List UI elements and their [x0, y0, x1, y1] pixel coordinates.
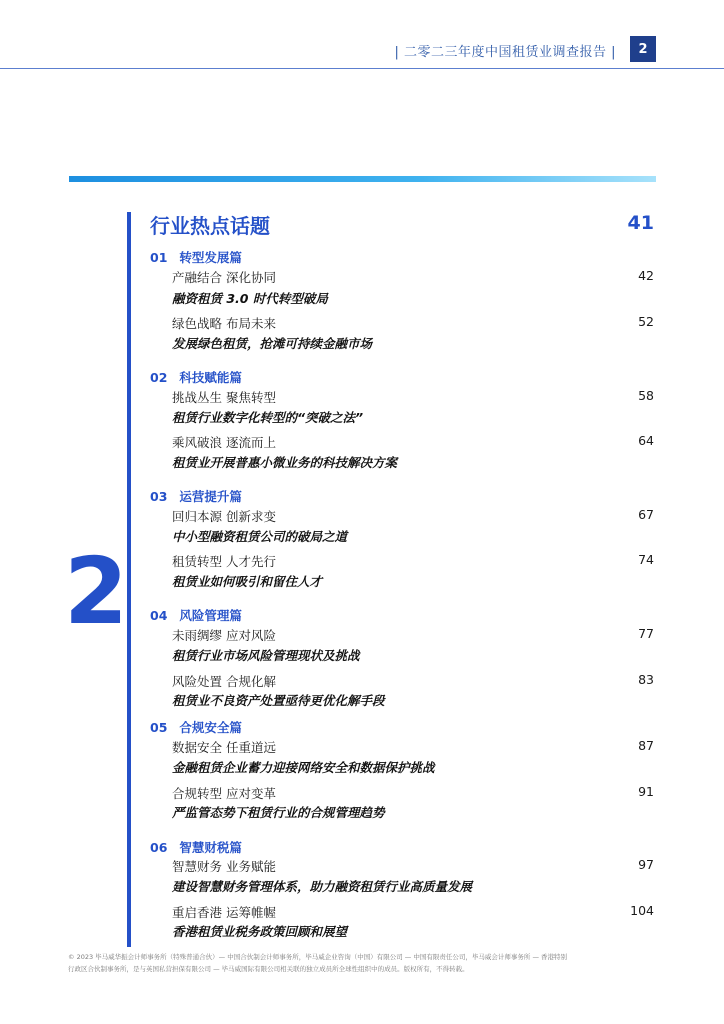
entry-subtitle[interactable]: 租赁行业市场风险管理现状及挑战	[172, 648, 360, 663]
chapter-number: 2	[64, 538, 129, 645]
entry-title[interactable]: 数据安全 任重道远	[172, 740, 276, 755]
entry-subtitle[interactable]: 发展绿色租赁，抢滩可持续金融市场	[172, 336, 373, 351]
entry-title[interactable]: 回归本源 创新求变	[172, 509, 276, 524]
section-name: 风险管理篇	[179, 608, 242, 623]
entry-subtitle[interactable]: 租赁行业数字化转型的“突破之法”	[172, 410, 364, 425]
entry-subtitle[interactable]: 融资租赁 3.0 时代转型破局	[172, 291, 328, 306]
entry-title[interactable]: 产融结合 深化协同	[172, 270, 276, 285]
report-title: | 二零二三年度中国租赁业调查报告 |	[394, 45, 616, 60]
entry-subtitle[interactable]: 中小型融资租赁公司的破局之道	[172, 529, 348, 544]
section-number: 05	[150, 720, 168, 735]
section-name: 智慧财税篇	[179, 840, 242, 855]
section-number: 02	[150, 370, 168, 385]
entry-title[interactable]: 智慧财务 业务赋能	[172, 859, 276, 874]
section-number: 04	[150, 608, 168, 623]
entry-page[interactable]: 42	[638, 268, 654, 283]
entry-subtitle[interactable]: 租赁业不良资产处置亟待更优化解手段	[172, 693, 385, 708]
entry-title[interactable]: 乘风破浪 逐流而上	[172, 435, 276, 450]
section-number: 03	[150, 489, 168, 504]
section-heading[interactable]	[150, 248, 242, 266]
entry-page[interactable]: 87	[638, 738, 654, 753]
entry-subtitle[interactable]: 租赁业开展普惠小微业务的科技解决方案	[172, 455, 398, 470]
entry-title[interactable]: 风险处置 合规化解	[172, 674, 276, 689]
entry-page[interactable]: 77	[638, 626, 654, 641]
section-name: 转型发展篇	[179, 250, 242, 265]
section-heading[interactable]	[150, 838, 242, 856]
entry-title[interactable]: 重启香港 运筹帷幄	[172, 905, 276, 920]
section-number: 01	[150, 250, 168, 265]
section-heading[interactable]	[150, 368, 242, 386]
footer-line: © 2023 毕马威华振会计师事务所（特殊普通合伙）— 中国合伙制会计师事务所，毕马威企业咨询（中国）有限公司 — 中国有限责任公司，毕马威会计师事务所 — 香港特别	[68, 953, 568, 961]
section-name: 科技赋能篇	[179, 370, 242, 385]
entry-page[interactable]: 67	[638, 507, 654, 522]
toc-title-page[interactable]: 41	[627, 212, 654, 234]
entry-page[interactable]: 91	[638, 784, 654, 799]
entry-page[interactable]: 104	[630, 903, 654, 918]
entry-page[interactable]: 74	[638, 552, 654, 567]
entry-subtitle[interactable]: 租赁业如何吸引和留住人才	[172, 574, 323, 589]
footer-line: 行政区合伙制事务所，是与英国私营担保有限公司 — 毕马威国际有限公司相关联的独立成员所全球性组织中的成员。版权所有，不得转载。	[68, 965, 469, 973]
entry-subtitle[interactable]: 金融租赁企业蓄力迎接网络安全和数据保护挑战	[172, 760, 435, 775]
section-name: 合规安全篇	[179, 720, 242, 735]
copyright-footer	[68, 951, 668, 975]
entry-subtitle[interactable]: 建设智慧财务管理体系，助力融资租赁行业高质量发展	[172, 879, 473, 894]
section-heading[interactable]	[150, 718, 242, 736]
entry-title[interactable]: 绿色战略 布局未来	[172, 316, 276, 331]
entry-page[interactable]: 97	[638, 857, 654, 872]
page-number-badge: 2	[630, 36, 656, 62]
entry-subtitle[interactable]: 香港租赁业税务政策回顾和展望	[172, 924, 348, 939]
section-heading[interactable]	[150, 606, 242, 624]
entry-page[interactable]: 83	[638, 672, 654, 687]
entry-title[interactable]: 租赁转型 人才先行	[172, 554, 276, 569]
section-name: 运营提升篇	[179, 489, 242, 504]
entry-page[interactable]: 64	[638, 433, 654, 448]
toc-title[interactable]: 行业热点话题	[150, 214, 270, 238]
entry-subtitle[interactable]: 严监管态势下租赁行业的合规管理趋势	[172, 805, 385, 820]
entry-page[interactable]: 58	[638, 388, 654, 403]
section-heading[interactable]	[150, 487, 242, 505]
entry-title[interactable]: 合规转型 应对变革	[172, 786, 276, 801]
decorative-gradient-bar	[69, 176, 656, 182]
section-number: 06	[150, 840, 168, 855]
entry-title[interactable]: 挑战丛生 聚焦转型	[172, 390, 276, 405]
entry-title[interactable]: 未雨绸缪 应对风险	[172, 628, 276, 643]
header-divider	[0, 68, 724, 69]
entry-page[interactable]: 52	[638, 314, 654, 329]
